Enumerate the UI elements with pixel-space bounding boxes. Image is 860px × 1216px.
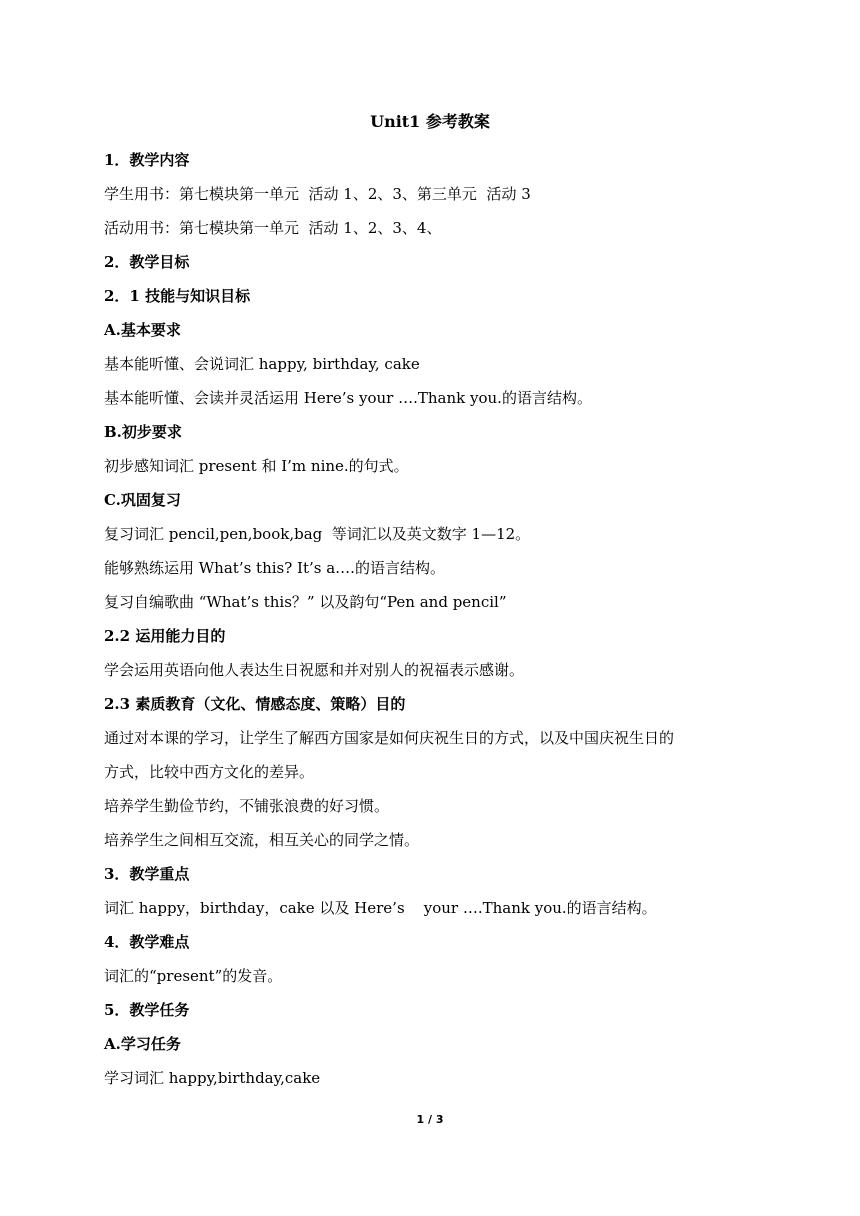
body-text-line: 通过对本课的学习，让学生了解西方国家是如何庆祝生日的方式，以及中国庆祝生日的 xyxy=(104,729,675,747)
body-text-line: 基本能听懂、会读并灵活运用 Here’s your ….Thank you.的语言结构。 xyxy=(104,389,592,407)
section-heading: A.学习任务 xyxy=(104,1035,181,1053)
section-heading: 2.2 运用能力目的 xyxy=(104,627,226,645)
section-heading: C.巩固复习 xyxy=(104,491,181,509)
section-heading: B.初步要求 xyxy=(104,423,182,441)
body-text-line: 方式，比较中西方文化的差异。 xyxy=(104,763,315,781)
body-text-line: 复习自编歌曲 “What’s this？” 以及韵句“Pen and pencil” xyxy=(104,593,507,611)
section-heading: 4．教学难点 xyxy=(104,933,190,951)
body-text-line: 学习词汇 happy,birthday,cake xyxy=(104,1069,321,1087)
body-text-line: 能够熟练运用 What’s this? It’s a….的语言结构。 xyxy=(104,559,445,577)
section-heading: 5．教学任务 xyxy=(104,1001,190,1019)
section-heading: 1．教学内容 xyxy=(104,151,190,169)
page-number: 1 / 3 xyxy=(416,1113,444,1126)
body-text-line: 活动用书：第七模块第一单元 活动 1、2、3、4、 xyxy=(104,219,442,237)
body-text-line: 词汇的“present”的发音。 xyxy=(104,967,283,985)
body-text-line: 学会运用英语向他人表达生日祝愿和并对别人的祝福表示感谢。 xyxy=(104,661,525,679)
section-heading: 2．1 技能与知识目标 xyxy=(104,287,251,305)
section-heading: 2．教学目标 xyxy=(104,253,190,271)
section-heading: 3．教学重点 xyxy=(104,865,190,883)
body-text-line: 词汇 happy，birthday，cake 以及 Here’s your ….Thank you.的语言结构。 xyxy=(104,899,657,917)
document-title: Unit1 参考教案 xyxy=(370,112,490,131)
body-text-line: 培养学生之间相互交流，相互关心的同学之情。 xyxy=(104,831,420,849)
body-text-line: 基本能听懂、会说词汇 happy, birthday, cake xyxy=(104,355,420,373)
section-heading: 2.3 素质教育（文化、情感态度、策略）目的 xyxy=(104,695,406,713)
body-text-line: 复习词汇 pencil,pen,book,bag 等词汇以及英文数字 1—12。 xyxy=(104,525,531,543)
body-text-line: 培养学生勤俭节约，不铺张浪费的好习惯。 xyxy=(104,797,390,815)
document-body xyxy=(104,143,764,1095)
body-text-line: 初步感知词汇 present 和 I’m nine.的句式。 xyxy=(104,457,409,475)
section-heading: A.基本要求 xyxy=(104,321,181,339)
body-text-line: 学生用书：第七模块第一单元 活动 1、2、3、第三单元 活动 3 xyxy=(104,185,531,203)
